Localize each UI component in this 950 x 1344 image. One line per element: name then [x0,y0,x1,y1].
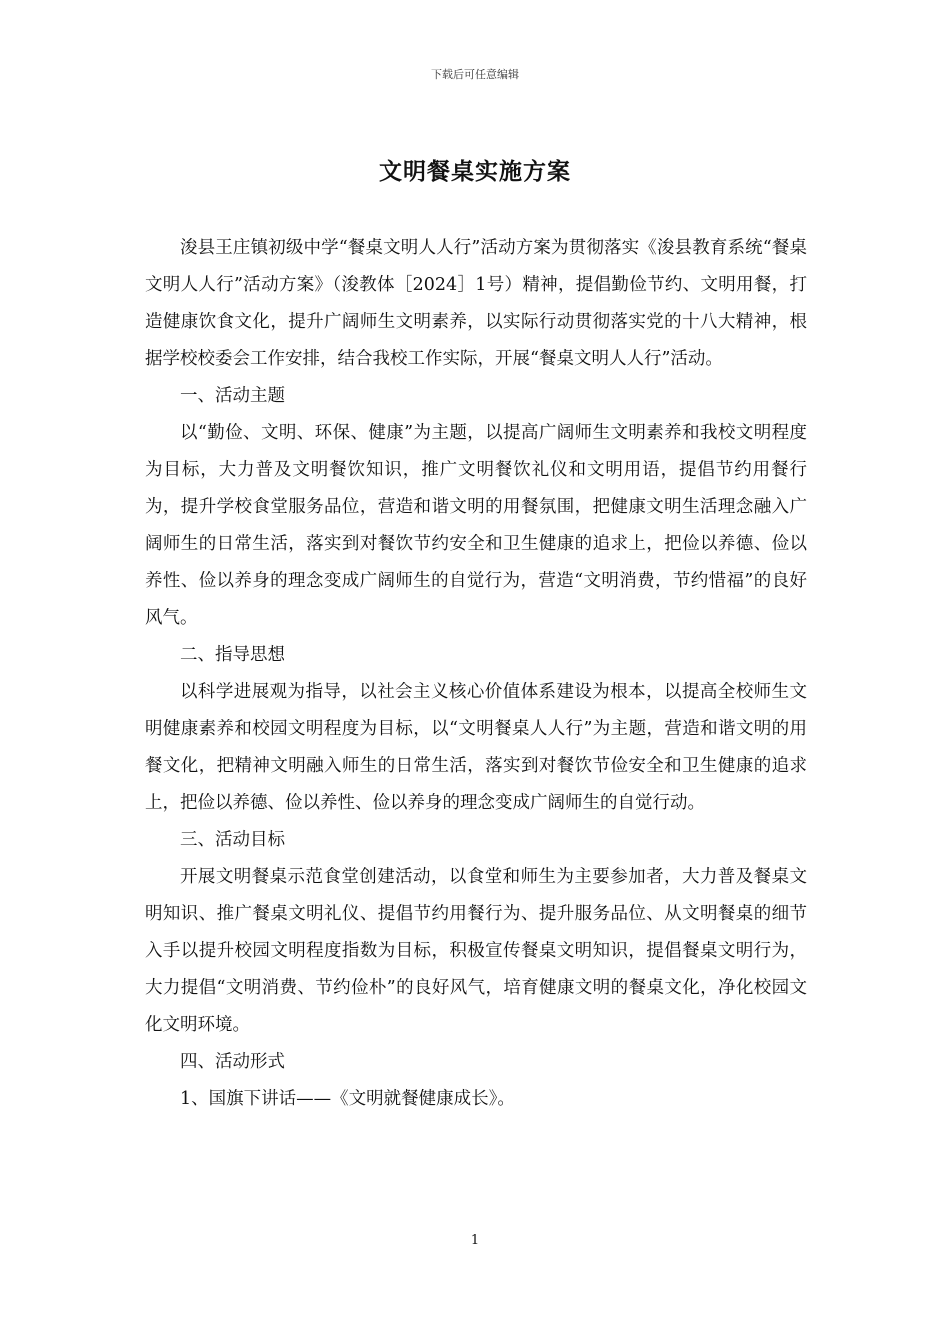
section-heading-forms: 四、活动形式 [180,1052,285,1072]
forms-item-1: 1、国旗下讲话——《文明就餐健康成长》。 [180,1089,515,1109]
theme-paragraph: 以“勤俭、文明、环保、健康”为主题，以提高广阔师生文明素养和我校文明程度为目标，大力普及文明餐饮知识，推广文明餐饮礼仪和文明用语，提倡节约用餐行为，提升学校食堂服务品位，营造和谐文明的用餐氛围，把健康文明生活理念融入广阔师生的日常生活，落实到对餐饮节约安全和卫生健康的追求上，把俭以养德、俭以养性、俭以养身的理念变成广阔师生的自觉行为，营造“文明消费，节约惜福”的良好风气。 [145,423,807,628]
intro-paragraph: 浚县王庄镇初级中学“餐桌文明人人行”活动方案为贯彻落实《浚县教育系统“餐桌文明人人行”活动方案》（浚教体［2024］1号）精神，提倡勤俭节约、文明用餐，打造健康饮食文化，提升广阔师生文明素养，以实际行动贯彻落实党的十八大精神，根据学校校委会工作安排，结合我校工作实际，开展“餐桌文明人人行”活动。 [145,238,807,369]
document-body [145,230,807,1118]
header-note: 下载后可任意编辑 [431,68,519,81]
section-heading-goals: 三、活动目标 [180,830,285,850]
page-number: 1 [470,1233,480,1248]
goals-paragraph: 开展文明餐桌示范食堂创建活动，以食堂和师生为主要参加者，大力普及餐桌文明知识、推广餐桌文明礼仪、提倡节约用餐行为、提升服务品位、从文明餐桌的细节入手以提升校园文明程度指数为目标，积极宣传餐桌文明知识，提倡餐桌文明行为，大力提倡“文明消费、节约俭朴”的良好风气，培育健康文明的餐桌文化，净化校园文化文明环境。 [145,867,807,1035]
guiding-thought-paragraph: 以科学进展观为指导，以社会主义核心价值体系建设为根本，以提高全校师生文明健康素养和校园文明程度为目标，以“文明餐桌人人行”为主题，营造和谐文明的用餐文化，把精神文明融入师生的日常生活，落实到对餐饮节俭安全和卫生健康的追求上，把俭以养德、俭以养性、俭以养身的理念变成广阔师生的自觉行动。 [145,682,807,813]
section-heading-theme: 一、活动主题 [180,386,285,406]
document-title: 文明餐桌实施方案 [379,158,571,185]
section-heading-guiding-thought: 二、指导思想 [180,645,285,665]
